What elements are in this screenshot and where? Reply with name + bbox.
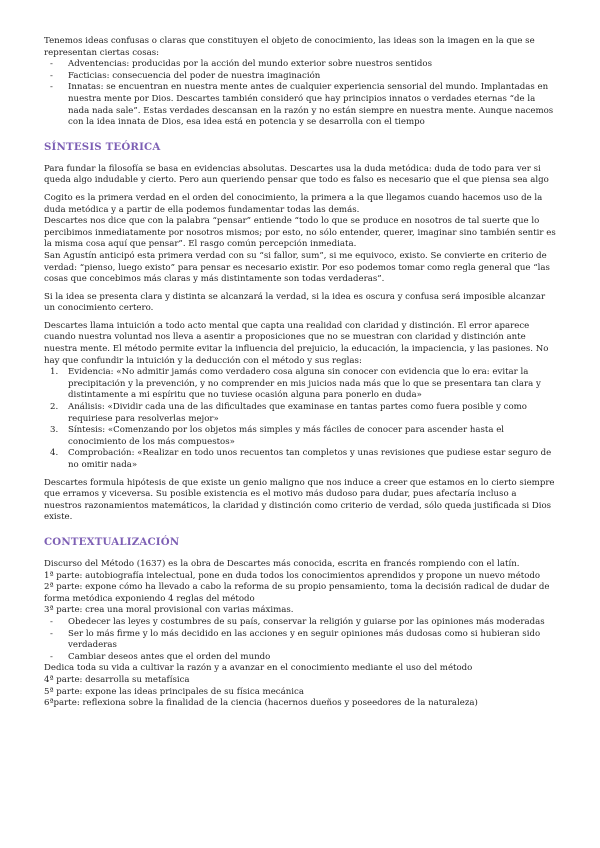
paragraph-line: 4ª parte: desarrolla su metafísica bbox=[44, 674, 190, 685]
document-content bbox=[44, 36, 556, 710]
list-item bbox=[44, 448, 556, 471]
paragraph: Para fundar la filosofía se basa en evidencias absolutas. Descartes usa la duda metódica: duda de todo para ver si queda algo indudable y cierto. Pero aun queriendo pensar que todo es falso es necesario que el que piensa sea algo bbox=[44, 163, 549, 186]
paragraph-line: 6ªparte: reflexiona sobre la finalidad de la ciencia (hacernos dueños y poseedores de la naturaleza) bbox=[44, 698, 478, 709]
list-item bbox=[44, 425, 556, 448]
section-heading-contexto: CONTEXTUALIZACIÓN bbox=[44, 535, 180, 548]
list-item: - Cambiar deseos antes que el orden del mundo bbox=[44, 652, 556, 664]
list-number: 3. bbox=[50, 425, 59, 436]
list-text: Comprobación: «Realizar en todo unos recuentos tan completos y unas revisiones que pudiese estar seguro de no omitir nada» bbox=[68, 448, 552, 470]
paragraph-line: 5ª parte: expone las ideas principales de su física mecánica bbox=[44, 686, 304, 697]
paragraph-line: Discurso del Método (1637) es la obra de Descartes más conocida, escrita en francés rompiendo con el latín. bbox=[44, 558, 520, 569]
list-number: 2. bbox=[50, 402, 59, 413]
paragraph-line: 1ª parte: autobiografía intelectual, pone en duda todos los conocimientos aprendidos y propone un nuevo método bbox=[44, 570, 541, 581]
paragraph: Cogito es la primera verdad en el orden del conocimiento, la primera a la que llegamos cuando hacemos uso de la duda metódica y a partir de ella podemos fundamentar todas las demás. bbox=[44, 192, 543, 215]
idea-types-list bbox=[44, 59, 556, 129]
list-item bbox=[44, 402, 556, 425]
paragraph: Descartes formula hipótesis de que existe un genio maligno que nos induce a creer que estamos en lo cierto siempre que erramos y viceversa. Su posible existencia es el motivo más dudoso para dudar, pues afectaría incluso a nuestros razonamientos matemáticos, la claridad y distinción como criterio de verdad, sólo queda justificada si Dios existe. bbox=[44, 477, 555, 523]
section-heading-sintesis: SÍNTESIS TEÓRICA bbox=[44, 140, 161, 153]
paragraph-line: 3ª parte: crea una moral provisional con varias máximas. bbox=[44, 605, 294, 616]
list-item: - Innatas: se encuentran en nuestra mente antes de cualquier experiencia sensorial del mundo. Implantadas en nuestra mente por Dios. Descartes también consideró que hay principios innatos o verdades eternas “de la nada nada sale”. Estas verdades descansan en la razón y no están siempre en nuestra mente. Aunque nacemos con la idea innata de Dios, esa idea está en potencia y se desarrolla con el tiempo bbox=[44, 82, 556, 128]
intro-paragraph: Tenemos ideas confusas o claras que constituyen el objeto de conocimiento, las ideas son la imagen en la que se representan ciertas cosas: bbox=[44, 36, 535, 58]
list-item: - Obedecer las leyes y costumbres de su país, conservar la religión y guiarse por las opiniones más moderadas bbox=[44, 617, 556, 629]
list-text: Evidencia: «No admitir jamás como verdadero cosa alguna sin conocer con evidencia que lo era: evitar la precipitación y la prevención, y no comprender en mis juicios nada más que lo que se presentara tan clara y distintamente a mi espíritu que no tuviese ocasión alguna para ponerlo en duda» bbox=[68, 367, 541, 401]
maxims-list bbox=[44, 617, 556, 663]
list-text: Análisis: «Dividir cada una de las dificultades que examinase en tantas partes como fuera posible y como requiriese para resolverlas mejor» bbox=[68, 402, 527, 424]
paragraph: Descartes nos dice que con la palabra “pensar” entiende “todo lo que se produce en nosotros de tal suerte que lo percibimos inmediatamente por nosotros mismos; por esto, no sólo entender, querer, imaginar sino también sentir es la misma cosa aquí que pensar”. El rasgo común percepción inmediata. bbox=[44, 216, 556, 250]
list-item bbox=[44, 367, 556, 402]
paragraph: Si la idea se presenta clara y distinta se alcanzará la verdad, si la idea es oscura y confusa será imposible alcanzar un conocimiento certero. bbox=[44, 291, 546, 314]
paragraph-line: 2ª parte: expone cómo ha llevado a cabo la reforma de su propio pensamiento, toma la decisión radical de dudar de forma metódica exponiendo 4 reglas del método bbox=[44, 582, 550, 604]
paragraph: San Agustín anticipó esta primera verdad con su “si fallor, sum”, si me equivoco, existo. Se convierte en criterio de verdad: “pienso, luego existo” para pensar es necesario existir. Por eso podemos tomar como regla general que “las cosas que concebimos más claras y más distintamente son todas verdaderas”. bbox=[44, 250, 550, 285]
list-item: - Facticias: consecuencia del poder de nuestra imaginación bbox=[44, 71, 556, 83]
list-number: 1. bbox=[50, 367, 59, 378]
list-number: 4. bbox=[50, 448, 59, 459]
paragraph: Descartes llama intuición a todo acto mental que capta una realidad con claridad y distinción. El error aparece cuando nuestra voluntad nos lleva a asentir a proposiciones que no se muestran con claridad y distinción ante nuestra mente. El método permite evitar la influencia del prejuicio, la educación, la impaciencia, y las pasiones. No hay que confundir la intuición y la deducción con el método y sus reglas: bbox=[44, 320, 549, 366]
method-rules-list bbox=[44, 367, 556, 471]
list-item: - Ser lo más firme y lo más decidido en las acciones y en seguir opiniones más dudosas como si hubieran sido verdaderas bbox=[44, 629, 556, 652]
list-text: Síntesis: «Comenzando por los objetos más simples y más fáciles de conocer para ascender hasta el conocimiento de los más compuestos» bbox=[68, 425, 505, 447]
list-item: - Adventencias: producidas por la acción del mundo exterior sobre nuestros sentidos bbox=[44, 59, 556, 71]
paragraph-line: Dedica toda su vida a cultivar la razón y a avanzar en el conocimiento mediante el uso del método bbox=[44, 663, 473, 674]
